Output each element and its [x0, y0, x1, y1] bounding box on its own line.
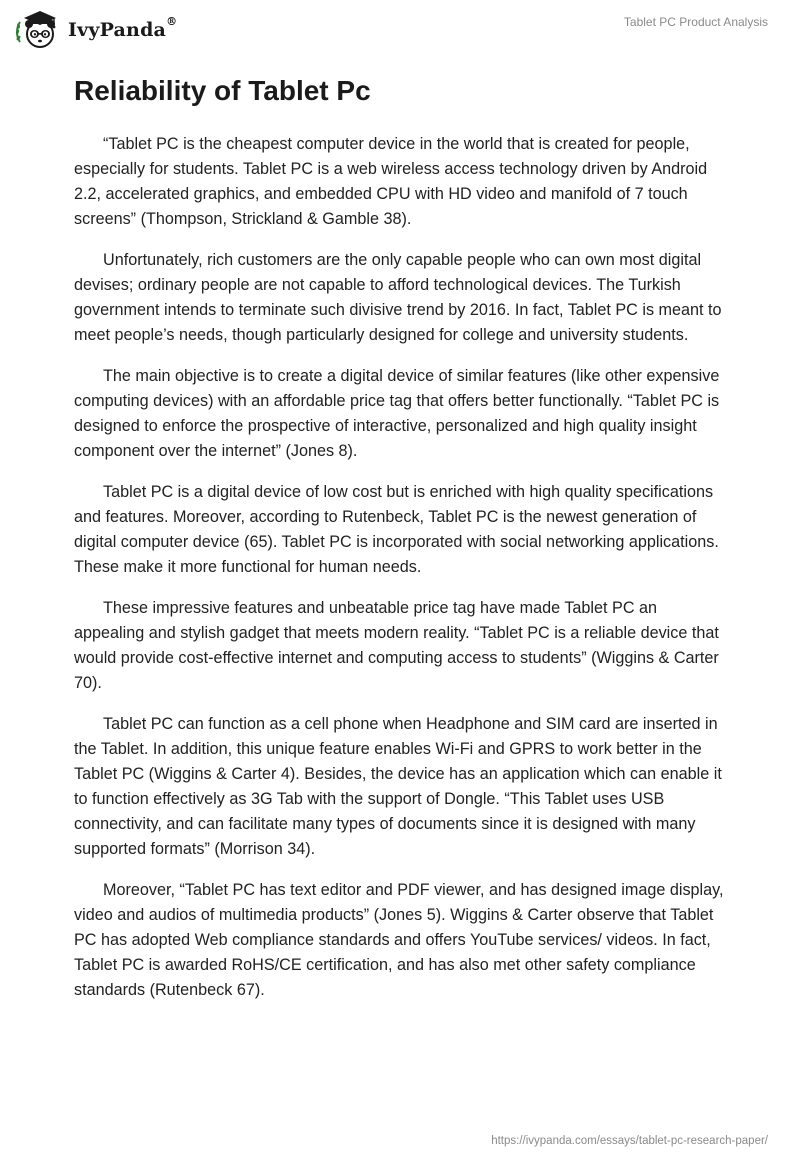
panda-graduate-icon [14, 10, 62, 50]
section-heading: Reliability of Tablet Pc [74, 75, 371, 106]
paragraph-4: Tablet PC is a digital device of low cost but is enriched with high quality specifications and features. Moreover, according to Rutenbeck, Tablet PC is the newest generation of digital computer device (65). Tablet PC is incorporated with social networking applications. These make it more functional for human needs. [74, 483, 719, 576]
page-header [0, 0, 800, 70]
registered-mark: ® [166, 15, 178, 28]
paragraph-3: The main objective is to create a digital device of similar features (like other expensive computing devices) with an affordable price tag that offers better functionally. “Tablet PC is designed to enforce the prospective of interactive, personalized and high quality insight component over the internet” (Jones 8). [74, 367, 720, 460]
paragraph-7: Moreover, “Tablet PC has text editor and PDF viewer, and has designed image display, video and audios of multimedia products” (Jones 5). Wiggins & Carter observe that Tablet PC has adopted Web compliance standards and offers YouTube services/ videos. In fact, Tablet PC is awarded RoHS/CE certification, and has also met other safety compliance standards (Rutenbeck 67). [74, 881, 724, 999]
paragraph-1: “Tablet PC is the cheapest computer device in the world that is created for people, especially for students. Tablet PC is a web wireless access technology driven by Android 2.2, accelerated graphics, and embedded CPU with HD video and manifold of 7 touch screens” (Thompson, Strickland & Gamble 38). [74, 135, 708, 228]
brand-name: IvyPanda® [68, 15, 178, 41]
paragraph-2: Unfortunately, rich customers are the only capable people who can own most digital devises; ordinary people are not capable to afford technological devices. The Turkish government intends to terminate such divisive trend by 2016. In fact, Tablet PC is meant to meet people’s needs, though particularly designed for college and university students. [74, 251, 722, 344]
paragraph-5: These impressive features and unbeatable price tag have made Tablet PC an appealing and stylish gadget that meets modern reality. “Tablet PC is a reliable device that would provide cost-effective internet and computing access to students” (Wiggins & Carter 70). [74, 599, 719, 692]
document-title: Tablet PC Product Analysis [623, 15, 768, 29]
paragraph-6: Tablet PC can function as a cell phone when Headphone and SIM card are inserted in the Tablet. In addition, this unique feature enables Wi-Fi and GPRS to work better in the Tablet PC (Wiggins & Carter 4). Besides, the device has an application which can enable it to function effectively as 3G Tab with the support of Dongle. “This Tablet uses USB connectivity, and can facilitate many types of documents since it is designed with many supported formats” (Morrison 34). [74, 715, 722, 858]
article-body [74, 72, 724, 1019]
ivypanda-logo[interactable] [14, 10, 177, 50]
source-url-link[interactable]: https://ivypanda.com/essays/tablet-pc-research-paper/ [491, 1135, 768, 1147]
